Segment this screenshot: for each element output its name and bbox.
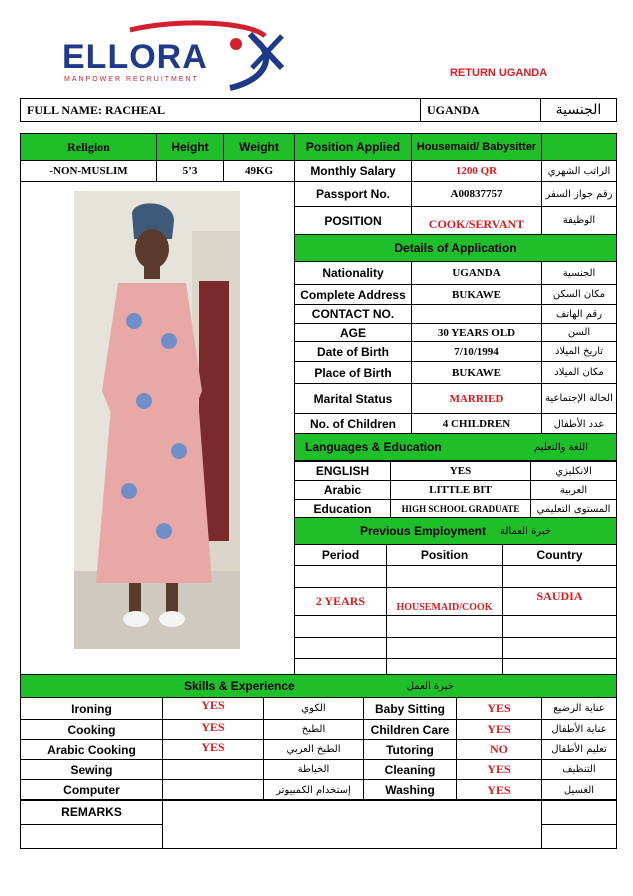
employment-grid-cell bbox=[294, 615, 387, 638]
skill-value: NO bbox=[456, 739, 542, 760]
skills-title: Skills & Experience bbox=[184, 679, 295, 693]
detail-ar: تاريخ الميلاد bbox=[541, 341, 617, 362]
skill-ar: التنظيف bbox=[541, 759, 617, 780]
skill-label: Computer bbox=[20, 779, 163, 801]
skill-value: YES bbox=[456, 759, 542, 780]
religion-header: Religion bbox=[20, 133, 157, 161]
detail-label: Date of Birth bbox=[294, 341, 412, 362]
skill-ar: الكوي bbox=[263, 697, 364, 720]
skill-ar: الطبخ العربي bbox=[263, 739, 364, 760]
skill-label: Sewing bbox=[20, 759, 163, 780]
return-country: RETURN UGANDA bbox=[450, 67, 548, 79]
position-label: POSITION bbox=[294, 206, 412, 235]
employment-position: HOUSEMAID/COOK bbox=[396, 602, 493, 613]
remarks-field[interactable] bbox=[162, 799, 542, 849]
language-label: Arabic bbox=[294, 480, 391, 500]
logo-tagline: MANPOWER RECRUITMENT bbox=[64, 76, 199, 83]
detail-ar: مكان السكن bbox=[541, 284, 617, 305]
employment-title: Previous Employment bbox=[359, 524, 486, 538]
details-title: Details of Application bbox=[294, 234, 617, 262]
employment-title-ar: خبرة العمالة bbox=[500, 525, 552, 537]
skill-label: Ironing bbox=[20, 697, 163, 720]
detail-value: 4 CHILDREN bbox=[411, 413, 542, 435]
height-value: 5’3 bbox=[156, 160, 224, 182]
company-logo bbox=[60, 18, 290, 98]
employment-grid-cell bbox=[502, 615, 617, 638]
language-label: ENGLISH bbox=[294, 461, 391, 481]
detail-value: BUKAWE bbox=[411, 284, 542, 305]
position-applied-value: Housemaid/ Babysitter bbox=[411, 133, 542, 161]
nationality-ar: الجنسية bbox=[540, 98, 617, 122]
skill-ar: الخياطة bbox=[263, 759, 364, 780]
detail-label: Marital Status bbox=[294, 383, 412, 414]
detail-label: CONTACT NO. bbox=[294, 304, 412, 324]
detail-ar: رقم الهاتف bbox=[541, 304, 617, 324]
detail-label: AGE bbox=[294, 323, 412, 342]
skill-label: Cooking bbox=[20, 719, 163, 740]
skill-label: Washing bbox=[363, 779, 457, 801]
skills-title-ar: خبرة العمل bbox=[406, 680, 454, 692]
remarks-label-blank bbox=[20, 824, 163, 849]
detail-label: No. of Children bbox=[294, 413, 412, 435]
detail-label: Place of Birth bbox=[294, 361, 412, 384]
position-ar: الوظيفة bbox=[541, 206, 617, 235]
skill-value bbox=[162, 759, 264, 780]
passport-ar: رقم جواز السفر bbox=[541, 181, 617, 207]
remarks-ar-top bbox=[541, 799, 617, 825]
skill-label: Children Care bbox=[363, 719, 457, 740]
employment-period-header: Period bbox=[294, 544, 387, 566]
employment-country: SAUDIA bbox=[536, 589, 583, 603]
skill-label: Arabic Cooking bbox=[20, 739, 163, 760]
skill-value: YES bbox=[456, 719, 542, 740]
skill-value: YES bbox=[456, 779, 542, 801]
summary-header-blank bbox=[541, 133, 617, 161]
salary-ar: الراتب الشهري bbox=[541, 160, 617, 182]
skill-value: YES bbox=[456, 697, 542, 720]
employment-grid-cell bbox=[294, 637, 387, 659]
skill-ar: تعليم الأطفال bbox=[541, 739, 617, 760]
detail-value: 30 YEARS OLD bbox=[411, 323, 542, 342]
position-applied-header: Position Applied bbox=[294, 133, 412, 161]
detail-ar: الجنسية bbox=[541, 261, 617, 285]
detail-value: BUKAWE bbox=[411, 361, 542, 384]
skill-value: YES bbox=[162, 719, 264, 740]
detail-ar: الحالة الإجتماعية bbox=[541, 383, 617, 414]
skill-value: YES bbox=[162, 739, 264, 760]
detail-value: 7/10/1994 bbox=[411, 341, 542, 362]
detail-label: Nationality bbox=[294, 261, 412, 285]
language-ar: الانكليزي bbox=[530, 461, 617, 481]
employment-grid-cell bbox=[294, 565, 387, 588]
skill-ar: عناية الأطفال bbox=[541, 719, 617, 740]
remarks-label: REMARKS bbox=[20, 799, 163, 825]
skill-value: YES bbox=[162, 697, 264, 720]
salary-value: 1200 QR bbox=[411, 160, 542, 182]
skills-title-bar bbox=[20, 674, 617, 698]
country-value: UGANDA bbox=[420, 98, 541, 122]
detail-value bbox=[411, 304, 542, 324]
skill-ar: الغسيل bbox=[541, 779, 617, 801]
weight-header: Weight bbox=[223, 133, 295, 161]
skill-label: Tutoring bbox=[363, 739, 457, 760]
employment-grid-cell bbox=[386, 615, 503, 638]
employment-period: 2 YEARS bbox=[315, 594, 366, 608]
language-label: Education bbox=[294, 499, 391, 519]
skill-label: Cleaning bbox=[363, 759, 457, 780]
religion-value: -NON-MUSLIM bbox=[20, 160, 157, 182]
employment-grid-cell bbox=[386, 637, 503, 659]
detail-ar: مكان الميلاد bbox=[541, 361, 617, 384]
detail-label: Complete Address bbox=[294, 284, 412, 305]
passport-value: A00837757 bbox=[411, 181, 542, 207]
logo-name: ELLORA bbox=[62, 38, 208, 76]
employment-grid-cell bbox=[386, 565, 503, 588]
full-name: FULL NAME: RACHEAL bbox=[20, 98, 421, 122]
detail-ar: عدد الأطفال bbox=[541, 413, 617, 435]
skill-ar: عناية الرضيع bbox=[541, 697, 617, 720]
languages-title-bar bbox=[294, 433, 617, 461]
person-silhouette-icon bbox=[74, 191, 240, 649]
candidate-photo bbox=[74, 191, 240, 649]
position-value: COOK/SERVANT bbox=[411, 206, 542, 235]
languages-title: Languages & Education bbox=[305, 440, 442, 454]
employment-grid-cell bbox=[502, 565, 617, 588]
employment-position-header: Position bbox=[386, 544, 503, 566]
passport-label: Passport No. bbox=[294, 181, 412, 207]
detail-value: MARRIED bbox=[411, 383, 542, 414]
languages-title-ar: اللغة والتعليم bbox=[534, 441, 588, 453]
language-ar: المستوى التعليمي bbox=[530, 499, 617, 519]
detail-value: UGANDA bbox=[411, 261, 542, 285]
detail-ar: السن bbox=[541, 323, 617, 342]
skill-value bbox=[162, 779, 264, 801]
skill-ar: إستخدام الكمبيوتر bbox=[263, 779, 364, 801]
employment-grid-cell bbox=[502, 637, 617, 659]
employment-country-header: Country bbox=[502, 544, 617, 566]
remarks-ar-bottom bbox=[541, 824, 617, 849]
height-header: Height bbox=[156, 133, 224, 161]
language-value: HIGH SCHOOL GRADUATE bbox=[390, 499, 531, 519]
employment-title-bar bbox=[294, 517, 617, 545]
language-value: LITTLE BIT bbox=[390, 480, 531, 500]
salary-label: Monthly Salary bbox=[294, 160, 412, 182]
skill-label: Baby Sitting bbox=[363, 697, 457, 720]
skill-ar: الطبخ bbox=[263, 719, 364, 740]
language-ar: العربية bbox=[530, 480, 617, 500]
weight-value: 49KG bbox=[223, 160, 295, 182]
language-value: YES bbox=[390, 461, 531, 481]
